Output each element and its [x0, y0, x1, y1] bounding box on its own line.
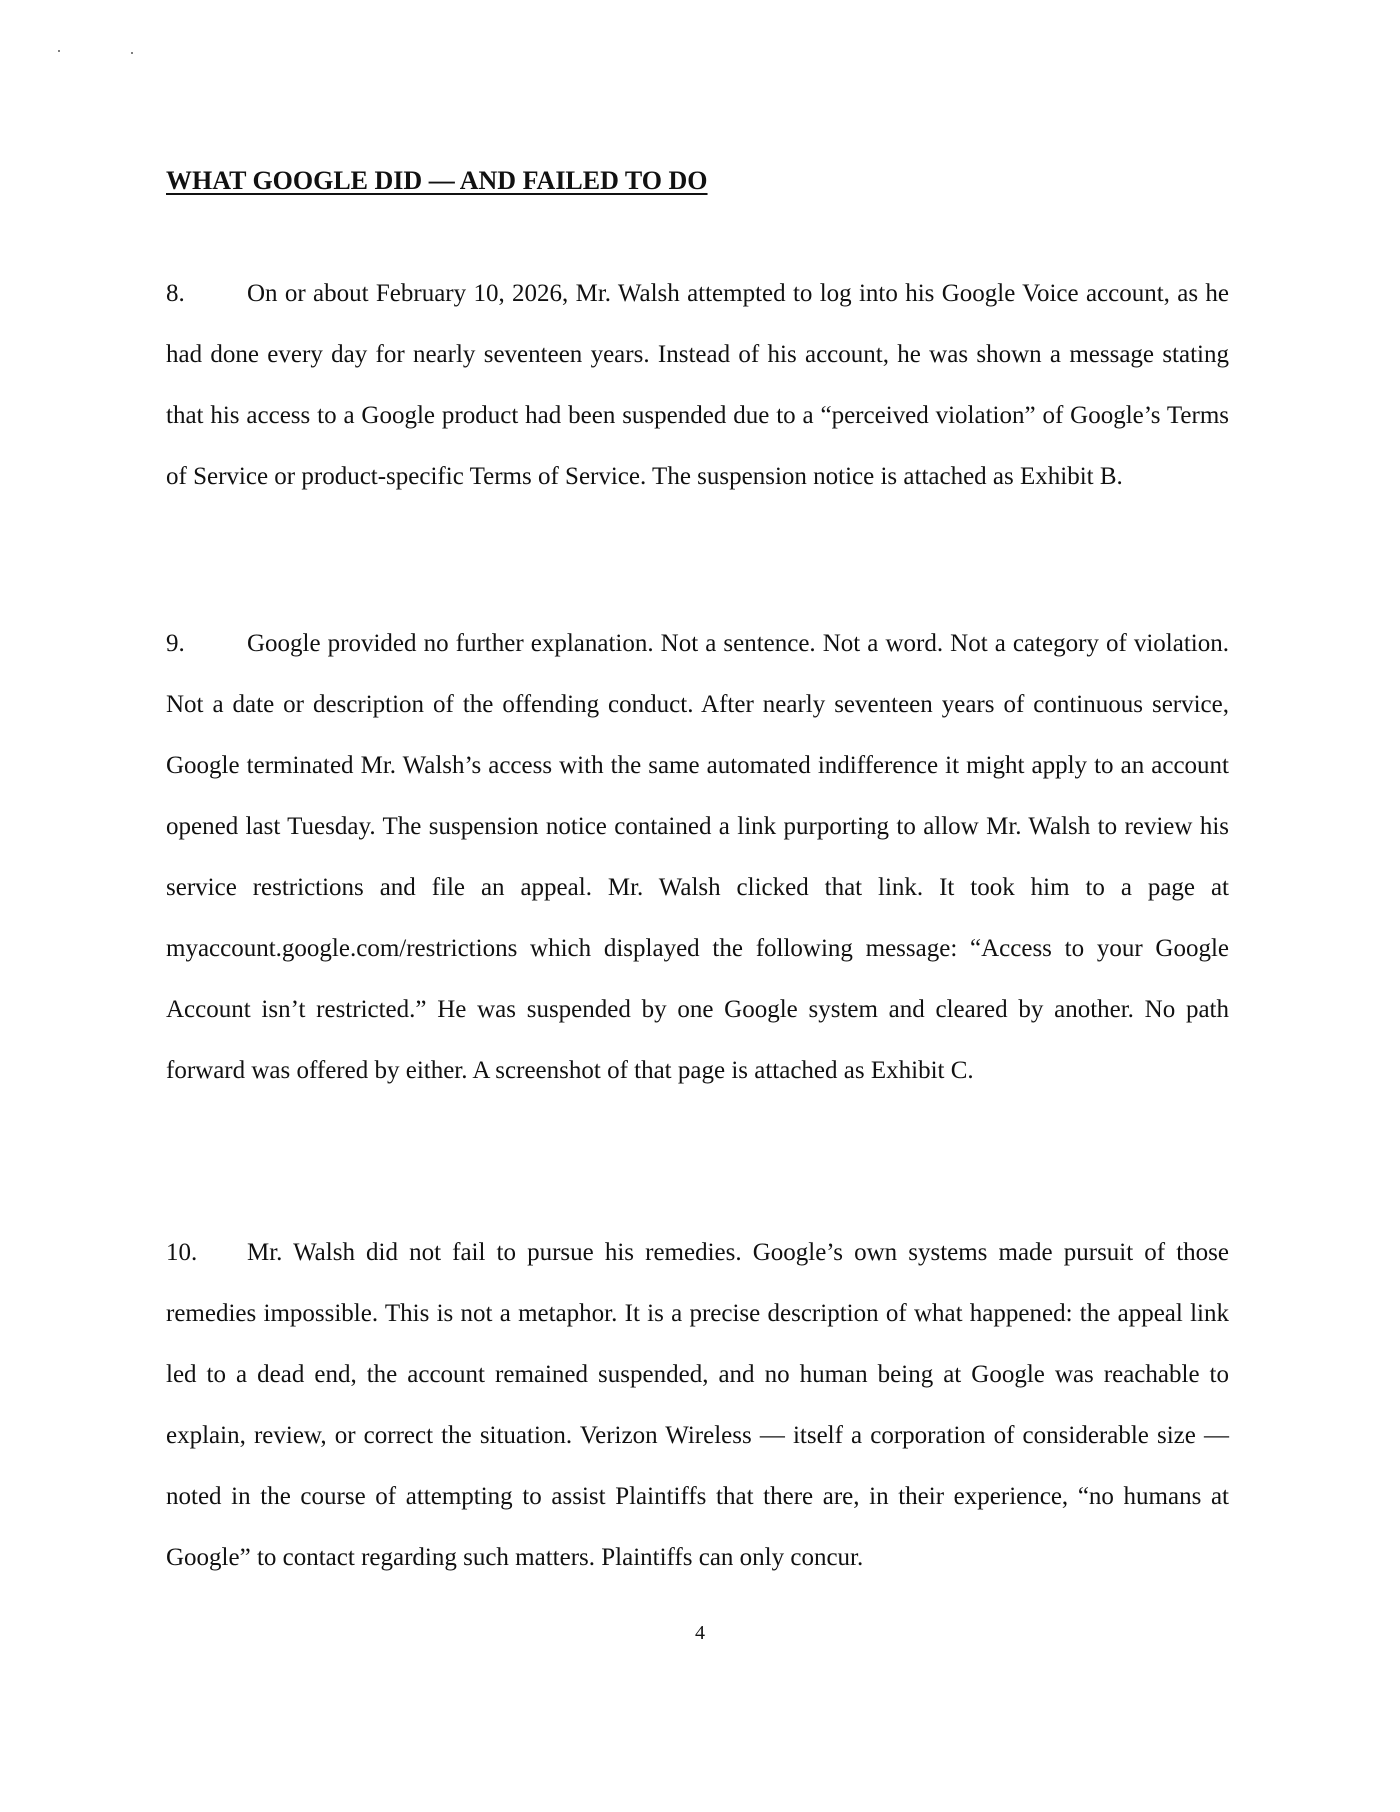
section-heading: WHAT GOOGLE DID — AND FAILED TO DO: [166, 166, 708, 195]
scan-speck: [131, 52, 133, 54]
paragraph-10: [166, 1222, 1229, 1588]
paragraph-number: 9.: [166, 630, 185, 657]
paragraph-8: [166, 263, 1229, 507]
paragraph-number: 8.: [166, 280, 185, 307]
paragraph-text: On or about February 10, 2026, Mr. Walsh attempted to log into his Google Voice account, as he had done every day for nearly seventeen years. Instead of his account, he was shown a message stating that his access to a Google product had been suspended due to a “perceived violation” of Google’s Terms of Service or product-specific Terms of Service. The suspension notice is attached as Exhibit B.: [166, 280, 1229, 490]
paragraph-text: Google provided no further explanation. Not a sentence. Not a word. Not a category of violation. Not a date or description of the offending conduct. After nearly seventeen years of continuous service, Google terminated Mr. Walsh’s access with the same automated indifference it might apply to an account opened last Tuesday. The suspension notice contained a link purporting to allow Mr. Walsh to review his service restrictions and file an appeal. Mr. Walsh clicked that link. It took him to a page at myaccount.google.com/restrictions which displayed the following message: “Access to your Google Account isn’t restricted.” He was suspended by one Google system and cleared by another. No path forward was offered by either. A screenshot of that page is attached as Exhibit C.: [166, 630, 1229, 1084]
paragraph-9: [166, 613, 1229, 1101]
page-number: 4: [695, 1622, 705, 1644]
paragraph-number: 10.: [166, 1239, 198, 1266]
paragraph-text: Mr. Walsh did not fail to pursue his remedies. Google’s own systems made pursuit of those remedies impossible. This is not a metaphor. It is a precise description of what happened: the appeal link led to a dead end, the account remained suspended, and no human being at Google was reachable to explain, review, or correct the situation. Verizon Wireless — itself a corporation of considerable size — noted in the course of attempting to assist Plaintiffs that there are, in their experience, “no humans at Google” to contact regarding such matters. Plaintiffs can only concur.: [166, 1239, 1229, 1571]
scan-speck: [58, 50, 60, 52]
